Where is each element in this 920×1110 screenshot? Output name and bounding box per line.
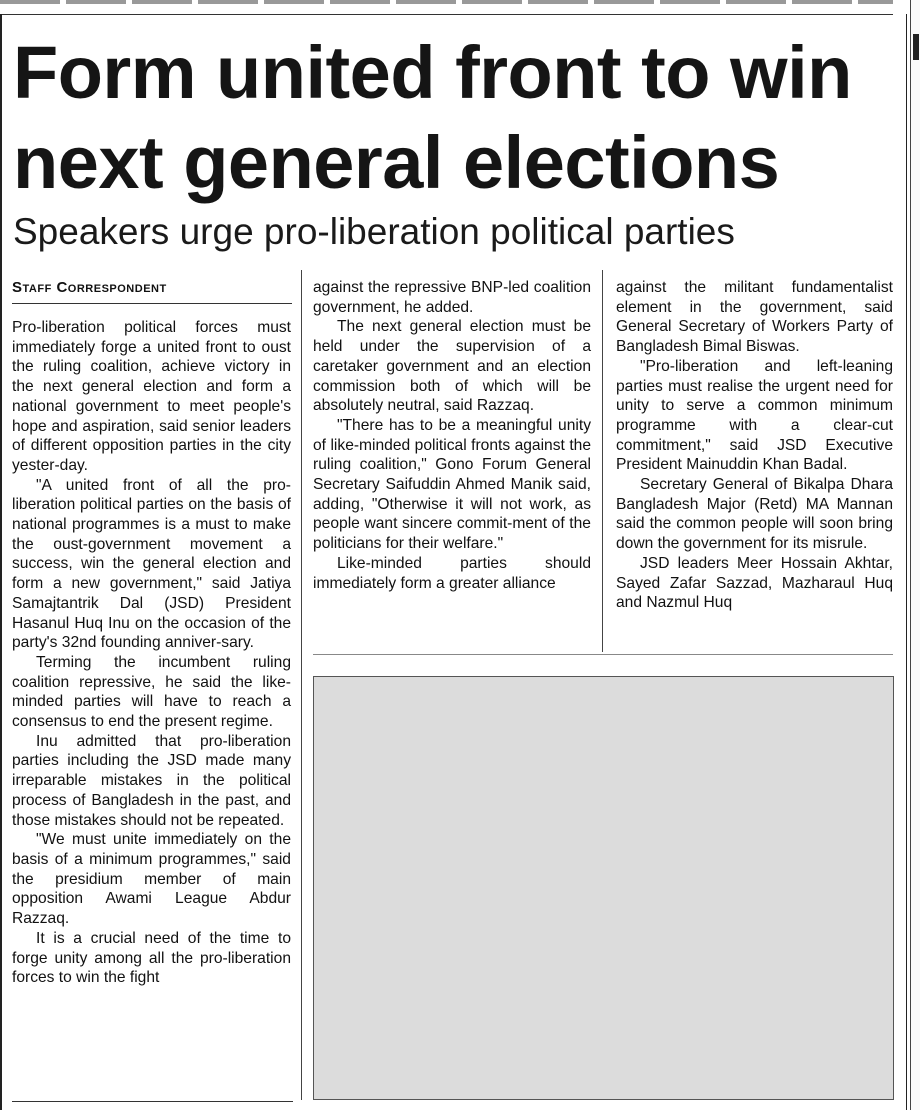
paragraph: The next general election must be held under the supervision of a caretaker government and an election commission both of which will be absolutely neutral, said Razzaq. — [313, 318, 591, 415]
previous-article-fragment — [0, 0, 893, 4]
paragraph: "A united front of all the pro-liberation political parties on the basis of national programmes is a must to make the oust-government movement a success, win the general election and form a new government," said Jatiya Samajtantrik Dal (JSD) President Hasanul Huq Inu on the occasion of the party's 32nd founding anniver-sary. — [12, 476, 291, 652]
adjacent-column-fragment — [910, 0, 920, 1110]
photo-placeholder — [313, 676, 894, 1100]
column-end-rule — [313, 654, 893, 655]
paragraph: against the militant fundamentalist element in the government, said General Secretary of Workers Party of Bangladesh Bimal Biswas. — [616, 279, 893, 356]
article-column-1 — [12, 318, 291, 988]
column-border-right — [906, 14, 907, 1110]
paragraph: JSD leaders Meer Hossain Akhtar, Sayed Zafar Sazzad, Mazharaul Huq and Nazmul Huq — [616, 554, 893, 612]
paragraph: Like-minded parties should immediately form a greater alliance — [313, 554, 591, 592]
paragraph: Secretary General of Bikalpa Dhara Bangladesh Major (Retd) MA Mannan said the common people will soon bring down the government for its misrule. — [616, 476, 893, 553]
paragraph: Pro-liberation political forces must immediately forge a united front to oust the ruling coalition, achieve victory in the next general election and form a national government to meet people's hope and aspiration, said senior leaders of different opposition parties in the city yester-day. — [12, 319, 291, 474]
column-divider — [301, 270, 302, 1100]
byline: Staff Correspondent — [12, 279, 167, 296]
subheadline: Speakers urge pro-liberation political parties — [13, 211, 735, 252]
headline: Form united front to win next general elections — [13, 31, 852, 204]
page-edge-left — [0, 14, 2, 1110]
bottom-rule — [12, 1101, 293, 1102]
paragraph: "There has to be a meaningful unity of like-minded political fronts against the ruling coalition," Gono Forum General Secretary Saifuddin Ahmed Manik said, adding, "Otherwise it will not work, as people want sincere commit-ment of the politicians for their welfare." — [313, 416, 591, 553]
paragraph: Inu admitted that pro-liberation parties including the JSD made many irreparable mistakes in the political process of Bangladesh in the past, and those mistakes should not be repeated. — [12, 732, 291, 829]
article-column-2 — [313, 278, 591, 593]
byline-rule — [12, 303, 292, 304]
paragraph: "We must unite immediately on the basis of a minimum programmes," said the presidium member of main opposition Awami League Abdur Razzaq. — [12, 831, 291, 928]
paragraph: Terming the incumbent ruling coalition repressive, he said the like-minded parties will have to reach a consensus to end the present regime. — [12, 653, 291, 731]
column-divider — [602, 270, 603, 652]
top-rule — [0, 14, 893, 15]
article-column-3 — [616, 278, 893, 613]
paragraph: against the repressive BNP-led coalition government, he added. — [313, 279, 591, 316]
paragraph: It is a crucial need of the time to forge unity among all the pro-liberation forces to win the fight — [12, 929, 291, 987]
paragraph: "Pro-liberation and left-leaning parties must realise the urgent need for unity to serve a common minimum programme with a clear-cut commitment," said JSD Executive President Mainuddin Khan Badal. — [616, 357, 893, 474]
